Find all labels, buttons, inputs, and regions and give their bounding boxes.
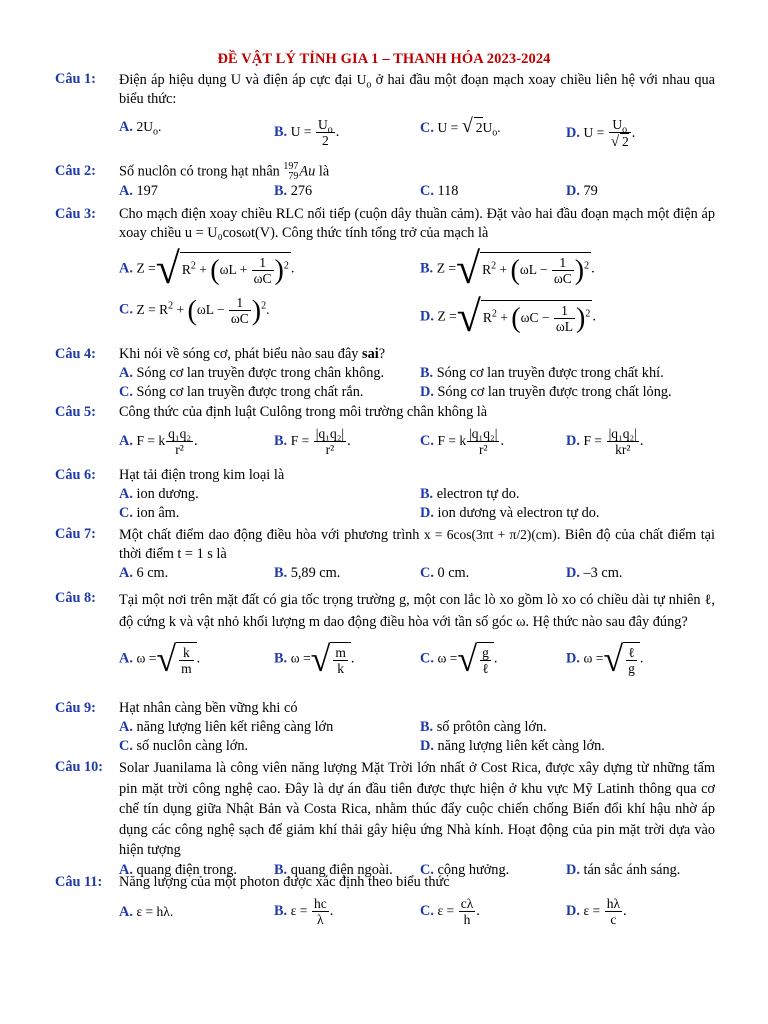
question-7 — [55, 525, 715, 583]
option-c[interactable]: C. số nuclôn càng lớn. — [119, 738, 249, 754]
option-d[interactable]: D. ion dương và electron tự do. — [420, 505, 600, 521]
question-number: Câu 8: — [55, 590, 96, 606]
page-title: ĐỀ VẬT LÝ TỈNH GIA 1 – THANH HÓA 2023-2024 — [217, 51, 551, 67]
question-stem: Điện áp hiệu dụng U và điện áp cực đại $U_o$ ở hai đầu một đoạn mạch xoay chiều liên hệ với nhau qua biểu thức: — [119, 72, 715, 107]
option-b[interactable]: B. ε = $\frac{hc}{\lambda}$ . — [274, 896, 334, 927]
question-number: Câu 11: — [55, 874, 103, 890]
answer-options — [119, 113, 715, 155]
question-stem: Cho mạch điện xoay chiều RLC nối tiếp (cuộn dây thuần cảm). Đặt vào hai đầu đoạn mạch một điện áp xoay chiều u = U₀cosωt(V). Công thức tính tổng trở của mạch là — [119, 206, 715, 241]
option-c[interactable]: C. ω =√ $\frac{g}{\text{ℓ}}$ . — [420, 639, 498, 679]
question-number: Câu 9: — [55, 700, 96, 716]
question-3 — [55, 205, 715, 347]
option-b[interactable]: B. số prôtôn càng lớn. — [420, 719, 547, 735]
question-stem: Khi nói về sóng cơ, phát biểu nào sau đây sai? — [119, 346, 386, 362]
option-a[interactable]: A. quang điện trong. — [119, 861, 237, 878]
answer-options — [119, 718, 715, 737]
answer-options — [119, 633, 715, 685]
option-c[interactable]: C. ε = $\frac{c\lambda}{h}$ . — [420, 896, 480, 927]
option-d[interactable]: D. –3 cm. — [566, 565, 623, 581]
option-a[interactable]: A. $2U_o$. — [119, 119, 162, 138]
answer-options — [119, 485, 715, 504]
option-c[interactable]: C. 118 — [420, 183, 459, 199]
option-b[interactable]: B. quang điện ngoài. — [274, 861, 393, 878]
option-a[interactable]: A. 197 — [119, 183, 158, 199]
question-11 — [55, 873, 715, 934]
question-stem: Solar Juanilama là công viên năng lượng Mặt Trời lớn nhất ở Cost Rica, được xây dựng từ những tấm pin mặt trời công nghệ cao. Đây là dự án đầu tiên được thực hiện ở khu vực Mỹ Latinh thông qua cơ chế tín dụng giữa Nhật Bản và Costa Rica, nhằm thúc đẩy cuộc chiến chống Biến đổi khí hậu nhờ áp dụng các công nghệ sạch để giảm khí thải gây hiệu ứng Nhà kính. Hoạt động của pin mặt trời dựa vào hiện tượng — [119, 760, 715, 858]
question-stem: Tại một nơi trên mặt đất có gia tốc trọng trường g, một con lắc lò xo gồm lò xo có chiều dài tự nhiên ℓ, độ cứng k và vật nhỏ khối lượng m dao động điều hòa với tần số góc ω. Hệ thức nào sau đây đúng? — [119, 592, 715, 630]
answer-options — [119, 504, 715, 523]
option-c[interactable]: C. 0 cm. — [420, 565, 470, 581]
question-stem: Hạt tải điện trong kim loại là — [119, 467, 285, 483]
option-a[interactable]: A. F = k $\frac{\text{q₁q₂}}{\text{r²}}$ . — [119, 426, 198, 457]
option-b[interactable]: B. electron tự do. — [420, 486, 520, 502]
option-b[interactable]: B. 276 — [274, 183, 313, 199]
option-c[interactable]: C. U = √ $2U_o$. — [420, 115, 501, 139]
question-stem: Năng lượng của một photon được xác định theo biểu thức — [119, 874, 450, 890]
option-c[interactable]: C. $Z = R^2 + (\omega L$ − $\frac{1}{\omega C}$ )$^2$. — [119, 295, 270, 326]
answer-options — [119, 292, 715, 347]
option-d[interactable]: D. Z =√ $R^2 + (\omega C$ − $\frac{1}{\omega L}$ )$^2$ . — [420, 292, 596, 341]
question-stem: Số nuclôn có trong hạt nhân 197 79 Au là — [119, 161, 330, 182]
question-1 — [55, 70, 715, 155]
question-number: Câu 2: — [55, 163, 96, 179]
question-number: Câu 10: — [55, 759, 104, 775]
option-d[interactable]: D. tán sắc ánh sáng. — [566, 861, 681, 878]
option-a[interactable]: A. ion dương. — [119, 486, 199, 502]
question-stem: Hạt nhân càng bền vững khi có — [119, 700, 298, 716]
question-number: Câu 6: — [55, 467, 96, 483]
question-8 — [55, 589, 715, 685]
option-a[interactable]: A. năng lượng liên kết riêng càng lớn — [119, 719, 334, 735]
option-a[interactable]: A. ω =√ $\frac{k}{m}$ . — [119, 639, 201, 679]
question-number: Câu 3: — [55, 206, 96, 222]
option-c[interactable]: C. Sóng cơ lan truyền được trong chất rắn. — [119, 384, 364, 400]
option-b[interactable]: B. F = $\frac{\text{|q₁q₂|}}{\text{r²}}$ . — [274, 426, 351, 457]
question-number: Câu 5: — [55, 404, 96, 420]
answer-options — [119, 383, 715, 402]
option-d[interactable]: D. ω =√ $\frac{\text{ℓ}}{g}$ . — [566, 639, 644, 679]
option-d[interactable]: D. năng lượng liên kết càng lớn. — [420, 738, 605, 754]
option-b[interactable]: B. U = $\frac{U_o}{2}$ . — [274, 117, 340, 148]
option-c[interactable]: C. ion âm. — [119, 505, 180, 521]
question-number: Câu 4: — [55, 346, 96, 362]
question-number: Câu 7: — [55, 526, 96, 542]
question-stem: Một chất điểm dao động điều hòa với phương trình x = 6cos(3πt + π/2)(cm). Biên độ của chất điểm tại thời điểm t = 1 s là — [119, 527, 715, 562]
option-d[interactable]: D. Sóng cơ lan truyền được trong chất lỏng. — [420, 384, 672, 400]
option-b[interactable]: B. 5,89 cm. — [274, 565, 341, 581]
option-c[interactable]: C. F = k $\frac{\text{|q₁q₂|}}{\text{r²}}$ . — [420, 426, 505, 457]
option-d[interactable]: D. ε = $\frac{h\lambda}{c}$ . — [566, 896, 627, 927]
question-10 — [55, 758, 715, 880]
option-d[interactable]: D. F = $\frac{\text{|q₁q₂|}}{\text{kr²}}$ . — [566, 426, 644, 457]
question-9 — [55, 699, 715, 756]
answer-options — [119, 564, 715, 583]
option-b[interactable]: B. Z =√ $R^2 + (\omega L$ − $\frac{1}{\omega C}$ )$^2$ . — [420, 244, 595, 293]
option-c[interactable]: C. cộng hưởng. — [420, 861, 510, 878]
option-a[interactable]: A. 6 cm. — [119, 565, 169, 581]
answer-options — [119, 737, 715, 756]
option-b[interactable]: B. ω =√ $\frac{m}{k}$ . — [274, 639, 355, 679]
question-6 — [55, 466, 715, 523]
question-stem: Công thức của định luật Culông trong môi trường chân không là — [119, 404, 488, 420]
question-4 — [55, 345, 715, 402]
answer-options — [119, 422, 715, 464]
answer-options — [119, 182, 715, 201]
answer-options — [119, 364, 715, 383]
option-d[interactable]: D. 79 — [566, 183, 598, 199]
question-2 — [55, 162, 715, 201]
question-number: Câu 1: — [55, 71, 96, 87]
option-b[interactable]: B. Sóng cơ lan truyền được trong chất khí. — [420, 365, 664, 381]
option-a[interactable]: A. Z =√ $R^2 + (\omega L$ + $\frac{1}{\omega C}$ )$^2$ . — [119, 244, 295, 293]
answer-options — [119, 243, 715, 295]
answer-options — [119, 892, 715, 934]
question-5 — [55, 403, 715, 464]
option-d[interactable]: D. U = $\frac{U_o}{√ 2}$ . — [566, 117, 636, 150]
option-a[interactable]: A. ε = hλ. — [119, 904, 174, 920]
option-a[interactable]: A. Sóng cơ lan truyền được trong chân không. — [119, 365, 385, 381]
